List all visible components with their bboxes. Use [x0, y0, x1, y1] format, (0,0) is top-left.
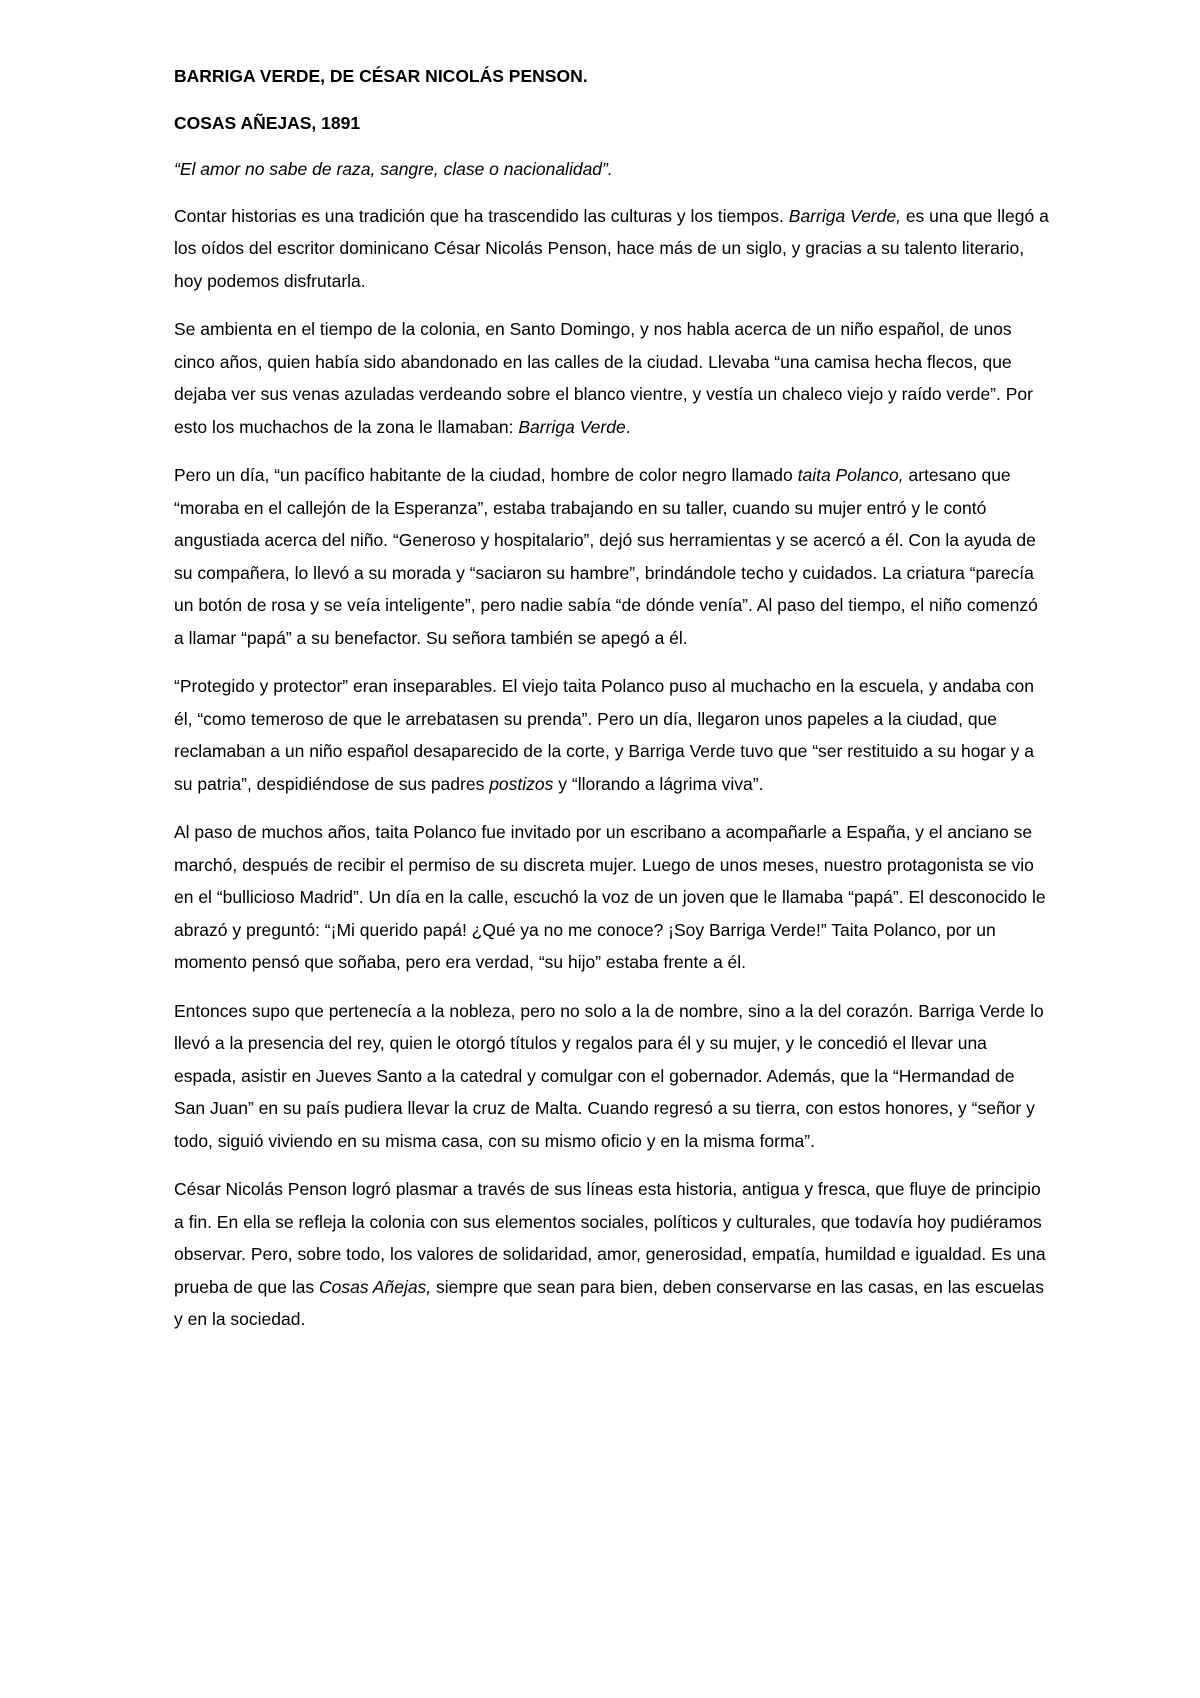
- body-paragraph: [174, 670, 1050, 800]
- text-run: .: [625, 416, 631, 437]
- text-run: César Nicolás Penson logró plasmar a través de sus líneas esta historia, antigua y fresca, que fluye de principio a fin. En ella se refleja la colonia con sus elementos sociales, políticos y culturales, que todavía hoy pudiéramos observar. Pero, sobre todo, los valores de solidaridad, amor, generosidad, empatía, humildad e igualdad. Es una prueba de que las: [174, 1179, 1046, 1297]
- text-run: “Protegido y protector” eran inseparables. El viejo taita Polanco puso al muchacho en la escuela, y andaba con él, “como temeroso de que le arrebatasen su prenda”. Pero un día, llegaron unos papeles a la ciudad, que reclamaban a un niño español desaparecido de la corte, y Barriga Verde tuvo que “ser restituido a su hogar y a su patria”, despidiéndose de sus padres: [174, 676, 1034, 794]
- italic-text: Cosas Añejas,: [318, 1276, 432, 1297]
- body-paragraph: [174, 995, 1050, 1158]
- body-paragraph: [174, 1173, 1050, 1336]
- body-paragraph: [174, 459, 1050, 654]
- epigraph: “El amor no sabe de raza, sangre, clase o nacionalidad”.: [174, 159, 613, 179]
- italic-text: taita Polanco,: [797, 465, 904, 485]
- body-text: [174, 200, 1050, 1336]
- body-paragraph: [174, 313, 1050, 443]
- italic-text: Barriga Verde,: [788, 205, 901, 226]
- text-run: artesano que “moraba en el callejón de la Esperanza”, estaba trabajando en su taller, cuando su mujer entró y le contó angustiada acerca del niño. “Generoso y hospitalario”, dejó sus herramientas y se acercó a él. Con la ayuda de su compañera, lo llevó a su morada y “saciaron su hambre”, brindándole techo y cuidados. La criatura “parecía un botón de rosa y se veía inteligente”, pero nadie sabía “de dónde venía”. Al paso del tiempo, el niño comenzó a llamar “papá” a su benefactor. Su señora también se apegó a él.: [174, 465, 1038, 648]
- text-run: Entonces supo que pertenecía a la nobleza, pero no solo a la de nombre, sino a la del corazón. Barriga Verde lo llevó a la presencia del rey, quien le otorgó títulos y regalos para él y su mujer, y le concedió el llevar una espada, asistir en Jueves Santo a la catedral y comulgar con el gobernador. Además, que la “Hermandad de San Juan” en su país pudiera llevar la cruz de Malta. Cuando regresó a su tierra, con estos honores, y “señor y todo, siguió viviendo en su misma casa, con su mismo oficio y en la misma forma”.: [174, 1000, 1044, 1151]
- text-run: y “llorando a lágrima viva”.: [553, 773, 764, 794]
- italic-text: postizos: [489, 773, 554, 794]
- body-paragraph: [174, 200, 1050, 298]
- italic-text: Barriga Verde: [518, 416, 626, 437]
- text-run: Contar historias es una tradición que ha trascendido las culturas y los tiempos.: [174, 205, 789, 226]
- text-run: siempre que sean para bien, deben conservarse en las casas, en las escuelas y en la sociedad.: [174, 1276, 1045, 1329]
- document-title: BARRIGA VERDE, DE CÉSAR NICOLÁS PENSON.: [174, 66, 588, 86]
- body-paragraph: [174, 816, 1050, 979]
- text-run: Al paso de muchos años, taita Polanco fue invitado por un escribano a acompañarle a España, y el anciano se marchó, después de recibir el permiso de su discreta mujer. Luego de unos meses, nuestro protagonista se vio en el “bullicioso Madrid”. Un día en la calle, escuchó la voz de un joven que le llamaba “papá”. El desconocido le abrazó y preguntó: “¡Mi querido papá! ¿Qué ya no me conoce? ¡Soy Barriga Verde!” Taita Polanco, por un momento pensó que soñaba, pero era verdad, “su hijo” estaba frente a él.: [174, 822, 1046, 972]
- document-subtitle: COSAS AÑEJAS, 1891: [174, 112, 361, 133]
- text-run: Se ambienta en el tiempo de la colonia, en Santo Domingo, y nos habla acerca de un niño español, de unos cinco años, quien había sido abandonado en las calles de la ciudad. Llevaba “una camisa hecha flecos, que dejaba ver sus venas azuladas verdeando sobre el blanco vientre, y vestía un chaleco viejo y raído verde”. Por esto los muchachos de la zona le llamaban:: [174, 319, 1033, 437]
- text-run: es una que llegó a los oídos del escritor dominicano César Nicolás Penson, hace más de un siglo, y gracias a su talento literario, hoy podemos disfrutarla.: [174, 205, 1049, 291]
- text-run: Pero un día, “un pacífico habitante de la ciudad, hombre de color negro llamado: [174, 465, 798, 485]
